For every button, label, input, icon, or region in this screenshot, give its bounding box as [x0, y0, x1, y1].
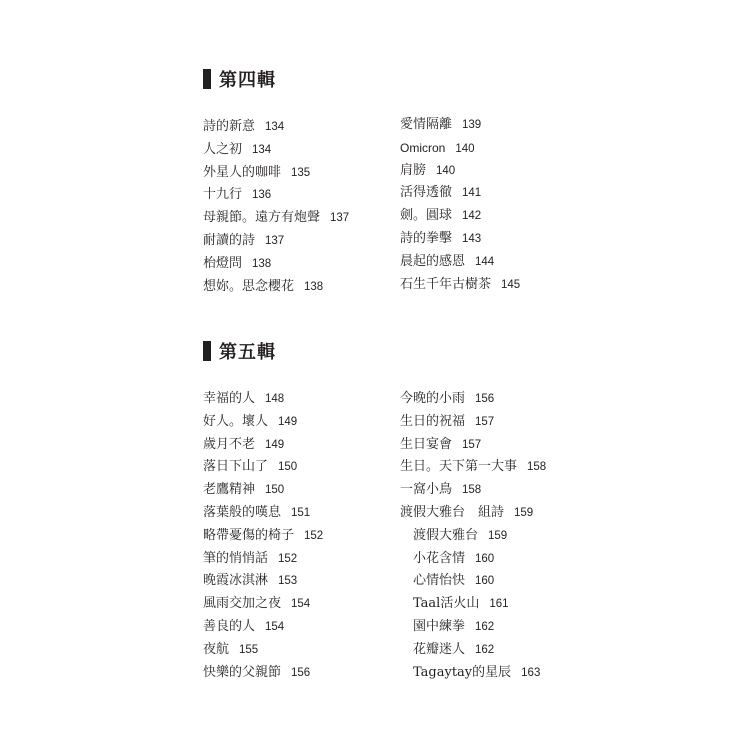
- entry-page: 154: [291, 598, 311, 611]
- section-heading: [203, 68, 276, 90]
- toc-entry: [203, 548, 323, 571]
- entry-title: Tagaytay的星辰: [413, 664, 512, 680]
- toc-entry: [203, 570, 323, 593]
- toc-subentry: [400, 570, 546, 593]
- entry-title: 生日。天下第一大事: [400, 459, 518, 475]
- entry-page: 163: [521, 666, 541, 679]
- section-title: 第四輯: [219, 70, 276, 91]
- toc-entry: [203, 639, 323, 662]
- entry-title: 想妳。思念櫻花: [203, 278, 295, 294]
- toc-subentry: [400, 548, 546, 571]
- toc-entry: [400, 114, 520, 137]
- entry-page: 150: [278, 461, 298, 474]
- entry-title: 愛情隔離: [400, 117, 453, 132]
- section-heading: [203, 340, 276, 362]
- entry-page: 140: [436, 164, 456, 177]
- entry-title: 一窩小鳥: [400, 482, 453, 498]
- toc-subentry: [400, 593, 546, 616]
- entry-title: 生日的祝福: [400, 413, 466, 429]
- entry-title: Taal活火山: [413, 596, 480, 612]
- entry-title: 活得透徹: [400, 185, 453, 201]
- entry-page: 138: [252, 257, 272, 270]
- entry-title: 善良的人: [203, 618, 256, 634]
- toc-entry: [203, 434, 323, 457]
- entry-page: 142: [462, 210, 482, 223]
- toc-entry: [203, 456, 323, 479]
- entry-title: 渡假大雅台: [413, 527, 479, 543]
- toc-entry: [400, 274, 520, 297]
- entry-page: 144: [475, 255, 495, 268]
- toc-entry: [203, 253, 349, 276]
- entry-page: 156: [291, 666, 311, 679]
- entry-title: 渡假大雅台 組詩: [400, 504, 505, 520]
- entry-page: 138: [304, 280, 324, 293]
- toc-subentry: [400, 662, 546, 685]
- toc-entry: [400, 182, 520, 205]
- entry-title: 老鷹精神: [203, 482, 256, 498]
- entry-title: 快樂的父親節: [203, 664, 282, 680]
- entry-title: 劍。圓球: [400, 208, 453, 224]
- entry-page: 148: [265, 393, 285, 405]
- toc-column-left: [203, 116, 349, 298]
- entry-title: 落葉般的嘆息: [203, 504, 282, 520]
- entry-title: Omicron: [400, 140, 446, 155]
- toc-entry: [203, 502, 323, 525]
- entry-page: 134: [265, 121, 285, 133]
- entry-page: 149: [265, 438, 285, 451]
- toc-entry: [400, 388, 546, 411]
- entry-title: 詩的拳擊: [400, 230, 453, 246]
- heading-bar-icon: [203, 69, 211, 89]
- heading-bar-icon: [203, 341, 211, 361]
- entry-page: 149: [278, 415, 298, 428]
- toc-entry: [203, 662, 323, 685]
- entry-page: 156: [475, 393, 495, 405]
- entry-page: 159: [514, 506, 534, 519]
- entry-page: 157: [475, 415, 495, 428]
- entry-page: 154: [265, 620, 285, 633]
- entry-title: 詩的新意: [203, 119, 256, 134]
- toc-entry: [203, 162, 349, 185]
- entry-page: 143: [462, 232, 482, 245]
- entry-page: 134: [252, 143, 272, 156]
- section-title: 第五輯: [219, 342, 276, 363]
- entry-page: 141: [462, 187, 482, 200]
- entry-title: 外星人的咖啡: [203, 164, 282, 180]
- entry-page: 139: [462, 119, 482, 131]
- toc-entry: [400, 434, 546, 457]
- entry-title: 園中練拳: [413, 618, 466, 634]
- toc-entry: [203, 184, 349, 207]
- entry-page: 150: [265, 484, 285, 497]
- entry-page: 162: [475, 643, 495, 656]
- entry-page: 137: [265, 234, 285, 247]
- entry-title: 石生千年古樹茶: [400, 276, 492, 292]
- entry-title: 人之初: [203, 141, 243, 157]
- toc-entry: [203, 616, 323, 639]
- toc-entry: [400, 502, 546, 525]
- entry-title: 今晚的小雨: [400, 391, 466, 406]
- entry-page: 140: [455, 142, 475, 155]
- entry-page: 159: [488, 529, 508, 542]
- entry-page: 152: [278, 552, 298, 565]
- toc-entry: [400, 160, 520, 183]
- entry-page: 151: [291, 506, 311, 519]
- entry-page: 160: [475, 552, 495, 565]
- toc-entry: [203, 276, 349, 299]
- entry-title: 歲月不老: [203, 436, 256, 452]
- toc-entry: [400, 251, 520, 274]
- entry-title: 枱燈問: [203, 255, 243, 271]
- toc-column-left: [203, 388, 323, 684]
- toc-subentry: [400, 525, 546, 548]
- entry-title: 風雨交加之夜: [203, 596, 282, 612]
- entry-page: 158: [527, 461, 547, 474]
- toc-entry: [203, 207, 349, 230]
- toc-entry: [400, 228, 520, 251]
- toc-entry: [203, 230, 349, 253]
- entry-title: 花瓣迷人: [413, 641, 466, 657]
- entry-page: 158: [462, 484, 482, 497]
- entry-page: 157: [462, 438, 482, 451]
- entry-title: 夜航: [203, 641, 230, 657]
- toc-column-right: [400, 388, 546, 684]
- entry-page: 153: [278, 575, 298, 588]
- toc-entry: [400, 205, 520, 228]
- entry-title: 晚霞冰淇淋: [203, 573, 269, 589]
- toc-entry: [203, 388, 323, 411]
- entry-title: 晨起的感恩: [400, 253, 466, 269]
- entry-title: 幸福的人: [203, 391, 256, 406]
- entry-page: 145: [501, 278, 521, 291]
- entry-title: 耐讀的詩: [203, 232, 256, 248]
- entry-page: 155: [239, 643, 259, 656]
- entry-page: 135: [291, 166, 311, 179]
- toc-subentry: [400, 616, 546, 639]
- entry-title: 肩膀: [400, 162, 427, 178]
- toc-entry: [203, 116, 349, 139]
- entry-title: 生日宴會: [400, 436, 453, 452]
- toc-entry: [203, 411, 323, 434]
- entry-title: 落日下山了: [203, 459, 269, 475]
- entry-title: 略帶憂傷的椅子: [203, 527, 295, 543]
- toc-entry: [203, 139, 349, 162]
- toc-entry: [400, 137, 520, 160]
- entry-page: 160: [475, 575, 495, 588]
- toc-subentry: [400, 639, 546, 662]
- entry-title: 母親節。遠方有炮聲: [203, 210, 321, 226]
- toc-entry: [400, 479, 546, 502]
- entry-page: 136: [252, 189, 272, 202]
- toc-entry: [203, 525, 323, 548]
- entry-page: 161: [489, 598, 509, 611]
- entry-title: 小花含情: [413, 550, 466, 566]
- entry-title: 心情怡快: [413, 573, 466, 589]
- toc-entry: [400, 411, 546, 434]
- entry-title: 筆的悄悄話: [203, 550, 269, 566]
- toc-column-right: [400, 114, 520, 296]
- toc-entry: [400, 456, 546, 479]
- entry-page: 137: [330, 212, 350, 225]
- entry-page: 152: [304, 529, 324, 542]
- toc-entry: [203, 479, 323, 502]
- entry-title: 十九行: [203, 187, 243, 203]
- entry-page: 162: [475, 620, 495, 633]
- toc-entry: [203, 593, 323, 616]
- entry-title: 好人。壞人: [203, 413, 269, 429]
